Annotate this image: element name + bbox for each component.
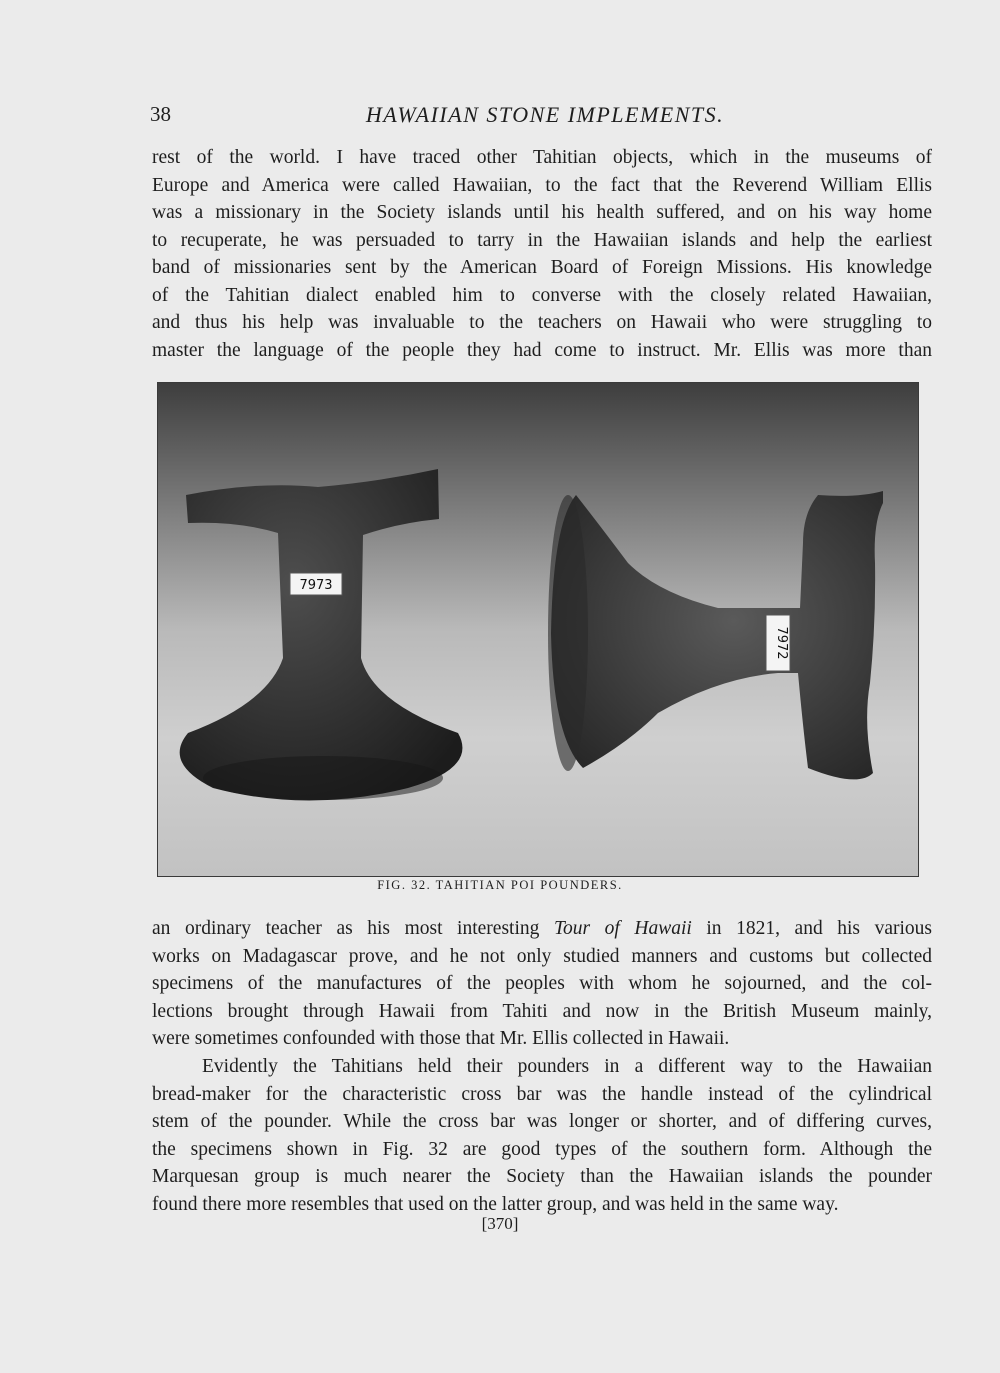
text-span: in 1821, and his various [691,918,932,939]
book-title: Tour of Hawaii [553,918,692,939]
signature-mark: [370] [481,1214,519,1233]
text-span: an ordinary teacher as his most interesting [152,918,554,939]
text-line [152,915,932,943]
text-line: were sometimes confounded with those that Mr. Ellis collected in Hawaii. [152,1028,730,1049]
text-line: to recuperate, he was persuaded to tarry in the Hawaiian islands and help the earliest [152,229,932,251]
running-title: HAWAIIAN STONE IMPLEMENTS. [365,102,725,127]
text-line: band of missionaries sent by the American Board of Foreign Missions. His knowledge [152,257,932,278]
text-line: works on Madagascar prove, and he not only studied manners and customs but collected [152,945,932,967]
left-pounder [180,469,463,801]
running-head [150,102,940,132]
text-line: and thus his help was invaluable to the teachers on Hawaii who were struggling to [152,312,932,333]
text-line: was a missionary in the Society islands until his health suffered, and on his way home [152,202,932,223]
text-line: Europe and America were called Hawaiian, to the fact that the Reverend William Ellis [152,174,932,196]
text-line: Evidently the Tahitians held their pounders in a different way to the Hawaiian [202,1056,932,1077]
page-number: 38 [150,102,171,126]
text-line: of the Tahitian dialect enabled him to converse with the closely related Hawaiian, [152,284,932,306]
figure-caption: FIG. 32. TAHITIAN POI POUNDERS. [377,878,623,892]
figure-photograph [157,382,919,877]
catalog-number-right: 7972 [774,626,789,660]
text-line: bread-maker for the characteristic cross bar was the handle instead of the cylindrical [152,1083,932,1105]
text-line: found there more resembles that used on the latter group, and was held in the same way. [152,1193,839,1215]
catalog-number-left: 7973 [299,578,333,593]
text-line: master the language of the people they had come to instruct. Mr. Ellis was more than [152,339,932,361]
text-line: the specimens shown in Fig. 32 are good types of the southern form. Although the [152,1138,932,1160]
paragraph-1 [152,144,932,364]
poi-pounders-photo [158,383,918,876]
paragraph-2 [152,915,932,1053]
right-pounder [548,491,883,779]
text-line: stem of the pounder. While the cross bar was longer or shorter, and of differing curves, [152,1111,932,1132]
text-line: lections brought through Hawaii from Tahiti and now in the British Museum mainly, [152,1000,932,1022]
text-line: rest of the world. I have traced other Tahitian objects, which in the museums of [152,147,932,168]
paragraph-3 [152,1053,932,1218]
text-line: specimens of the manufactures of the peoples with whom he sojourned, and the col- [152,973,932,994]
text-line: Marquesan group is much nearer the Society than the Hawaiian islands the pounder [152,1166,932,1187]
